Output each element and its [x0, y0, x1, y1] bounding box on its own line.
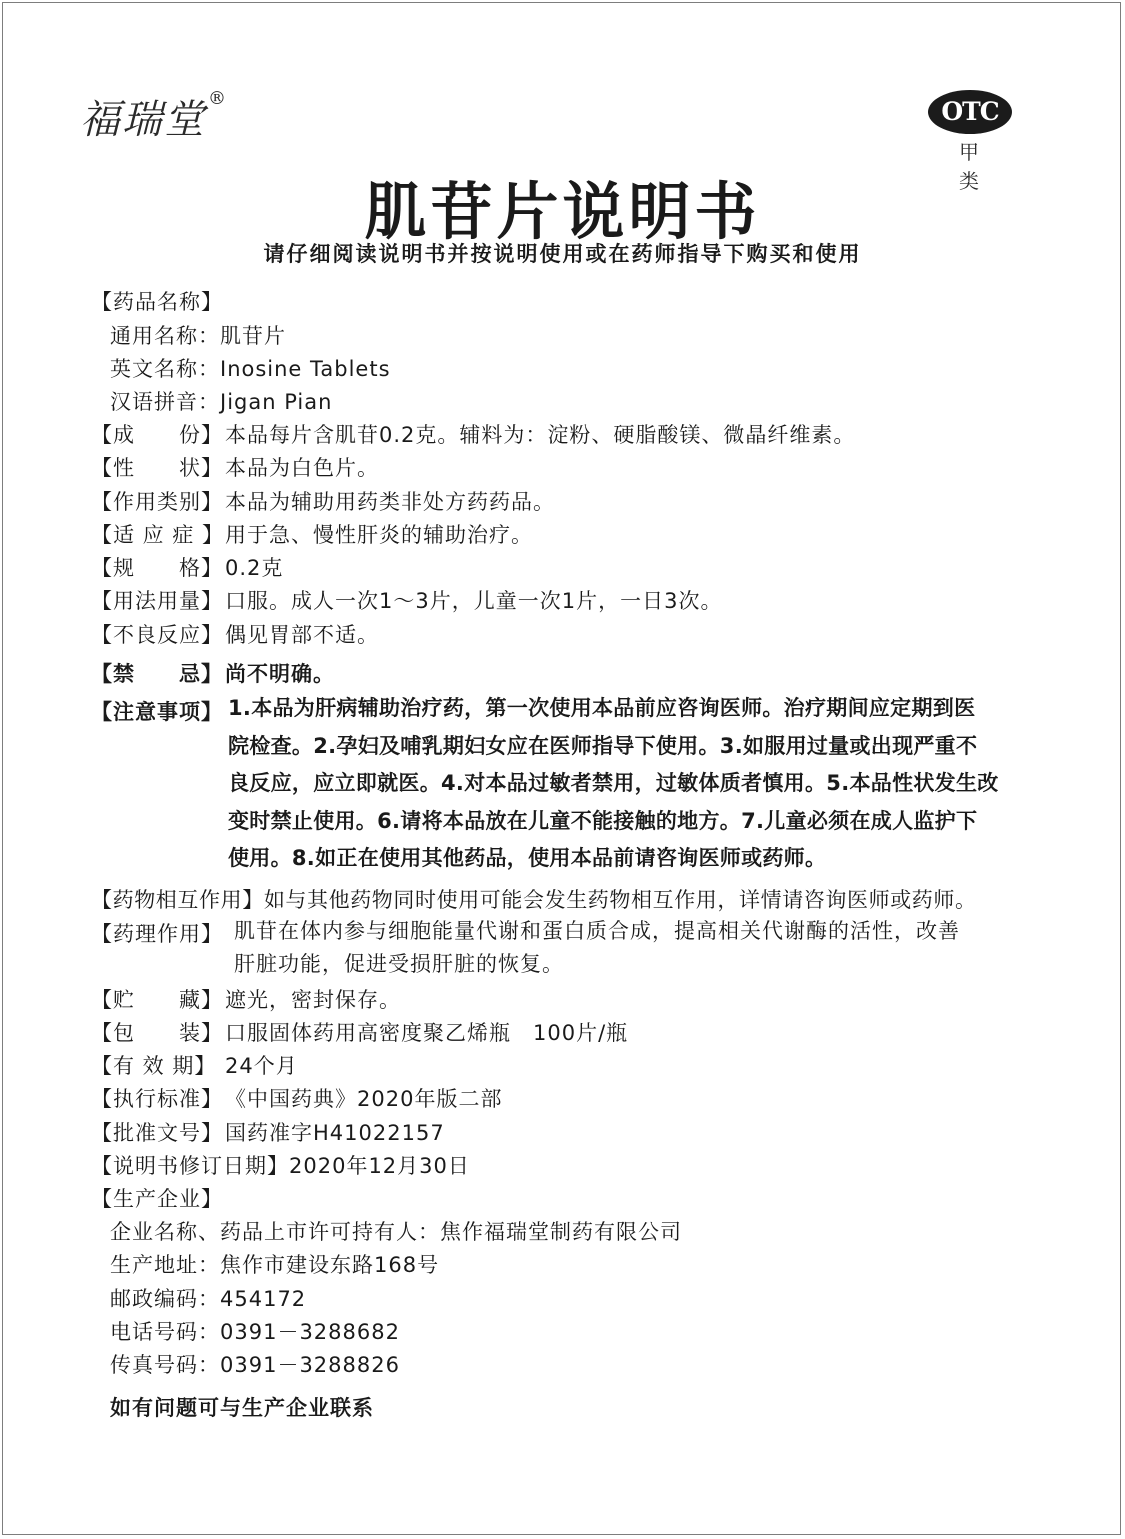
- specification-label: 【规 格】: [91, 556, 223, 580]
- specification-row: [91, 552, 283, 582]
- category-label: 【作用类别】: [91, 490, 223, 514]
- english-name: 英文名称：Inosine Tablets: [110, 357, 391, 381]
- storage-label: 【贮 藏】: [91, 988, 223, 1012]
- interactions-value: 如与其他药物同时使用可能会发生药物相互作用，详情请咨询医师或药师。: [263, 888, 977, 912]
- appearance-row: [91, 452, 379, 482]
- dosage-row: [91, 585, 722, 615]
- otc-badge: OTC: [928, 90, 1012, 134]
- revision-row: [91, 1150, 470, 1180]
- document-subtitle: 请仔细阅读说明书并按说明使用或在药师指导下购买和使用: [263, 242, 862, 266]
- adverse-row: [91, 619, 379, 649]
- indications-label: 【适 应 症 】: [91, 523, 225, 547]
- precautions-line: 使用。8.如正在使用其他药品，使用本品前请咨询医师或药师。: [228, 846, 827, 870]
- precautions-label: 【注意事项】: [91, 700, 223, 724]
- validity-value: 24个月: [225, 1054, 298, 1078]
- pharmacology-line: 肝脏功能，促进受损肝脏的恢复。: [234, 952, 564, 976]
- storage-row: [91, 984, 401, 1014]
- approval-row: [91, 1117, 445, 1147]
- interactions-label: 【药物相互作用】: [91, 888, 264, 912]
- generic-name: 通用名称：肌苷片: [110, 324, 286, 348]
- manufacturer-fax: 传真号码：0391－3288826: [110, 1353, 400, 1377]
- composition-value: 本品每片含肌苷0.2克。辅料为：淀粉、硬脂酸镁、微晶纤维素。: [225, 423, 856, 447]
- document-title: 肌苷片说明书: [364, 175, 761, 248]
- manufacturer-address: 生产地址：焦作市建设东路168号: [110, 1253, 440, 1277]
- precautions-line: 变时禁止使用。6.请将本品放在儿童不能接触的地方。7.儿童必须在成人监护下: [228, 808, 978, 833]
- standard-value: 《中国药典》2020年版二部: [225, 1087, 503, 1111]
- composition-label: 【成 份】: [91, 423, 223, 447]
- contraindications-row: [91, 658, 335, 688]
- otc-class: 甲类: [959, 140, 999, 193]
- standard-row: [91, 1083, 502, 1113]
- pinyin-name: 汉语拼音：Jigan Pian: [110, 390, 333, 414]
- pharmacology-body: [234, 915, 1044, 981]
- specification-value: 0.2克: [225, 556, 284, 580]
- registered-mark: ®: [208, 88, 228, 109]
- category-value: 本品为辅助用药类非处方药药品。: [225, 490, 555, 514]
- manufacturer-heading: 【生产企业】: [91, 1187, 223, 1211]
- pharmacology-line: 肌苷在体内参与细胞能量代谢和蛋白质合成，提高相关代谢酶的活性，改善: [234, 919, 960, 943]
- precautions-line: 1.本品为肝病辅助治疗药，第一次使用本品前应咨询医师。治疗期间应定期到医: [228, 696, 976, 720]
- adverse-label: 【不良反应】: [91, 623, 223, 647]
- packaging-row: [91, 1017, 628, 1047]
- drug-name-heading: 【药品名称】: [91, 290, 223, 314]
- indications-row: [91, 519, 533, 549]
- manufacturer-phone: 电话号码：0391－3288682: [110, 1320, 400, 1344]
- storage-value: 遮光，密封保存。: [225, 988, 401, 1012]
- contact-footer: 如有问题可与生产企业联系: [110, 1396, 374, 1420]
- revision-label: 【说明书修订日期】: [91, 1154, 289, 1178]
- pharmacology-label: 【药理作用】: [91, 922, 223, 946]
- contraindications-label: 【禁 忌】: [91, 662, 223, 686]
- dosage-label: 【用法用量】: [91, 589, 223, 613]
- interactions-row: [91, 884, 977, 914]
- validity-row: [91, 1050, 298, 1080]
- packaging-label: 【包 装】: [91, 1021, 223, 1045]
- appearance-label: 【性 状】: [91, 456, 223, 480]
- precautions-body: [228, 690, 1028, 878]
- composition-row: [91, 419, 855, 449]
- manufacturer-name: 企业名称、药品上市许可持有人：焦作福瑞堂制药有限公司: [110, 1220, 682, 1244]
- validity-label: 【有 效 期】: [91, 1054, 217, 1078]
- contraindications-value: 尚不明确。: [225, 662, 335, 686]
- approval-label: 【批准文号】: [91, 1121, 223, 1145]
- approval-value: 国药准字H41022157: [225, 1121, 445, 1145]
- packaging-value: 口服固体药用高密度聚乙烯瓶 100片/瓶: [225, 1021, 629, 1045]
- manufacturer-postcode: 邮政编码：454172: [110, 1287, 307, 1311]
- revision-value: 2020年12月30日: [289, 1154, 470, 1178]
- dosage-value: 口服。成人一次1～3片，儿童一次1片，一日3次。: [225, 589, 723, 613]
- category-row: [91, 486, 555, 516]
- precautions-line: 良反应，应立即就医。4.对本品过敏者禁用，过敏体质者慎用。5.本品性状发生改: [228, 771, 999, 795]
- indications-value: 用于急、慢性肝炎的辅助治疗。: [225, 523, 533, 547]
- brand-logo: [80, 88, 228, 145]
- precautions-line: 院检查。2.孕妇及哺乳期妇女应在医师指导下使用。3.如服用过量或出现严重不: [228, 733, 978, 758]
- appearance-value: 本品为白色片。: [225, 456, 379, 480]
- brand-name: 福瑞堂: [80, 97, 206, 143]
- standard-label: 【执行标准】: [91, 1087, 223, 1111]
- adverse-value: 偶见胃部不适。: [225, 623, 379, 647]
